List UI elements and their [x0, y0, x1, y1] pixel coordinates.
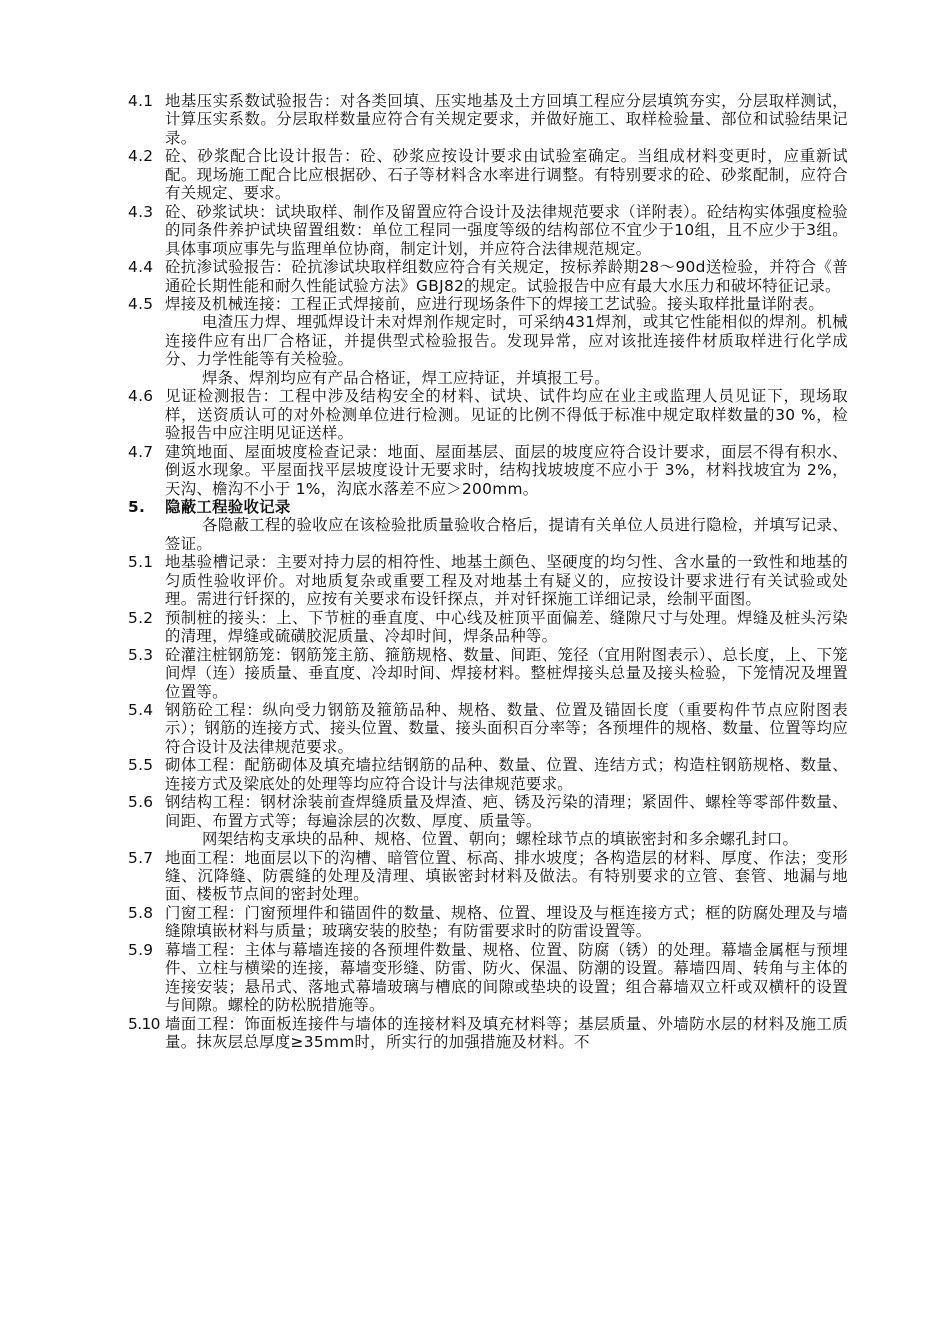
clause-item: [128, 1015, 848, 1052]
clause-item: [128, 904, 848, 941]
document-page: [128, 92, 848, 1052]
clause-subparagraph: 焊条、焊剂均应有产品合格证，焊工应持证，并填报工号。: [201, 368, 610, 387]
clause-body: [165, 849, 848, 904]
section-5-heading: [128, 498, 848, 516]
clause-text: 墙面工程：饰面板连接件与墙体的连接材料及填充材料等；基层质量、外墙防水层的材料及施工质量。抹灰层总厚度≥35mm时，所实行的加强措施及材料。不: [165, 1014, 848, 1052]
clause-body: [165, 941, 848, 1015]
clause-item: [128, 756, 848, 793]
section-5-number: 5.: [128, 497, 146, 516]
clause-body: [165, 1015, 848, 1052]
clause-number: 4.1: [128, 92, 154, 110]
clause-number: 5.1: [128, 553, 154, 572]
clause-number: 4.4: [128, 258, 154, 277]
clause-body: [165, 387, 848, 442]
section-5-intro: 各隐蔽工程的验收应在该检验批质量验收合格后，提请有关单位人员进行隐检，并填写记录、签证。: [165, 516, 848, 553]
clause-number: 4.2: [128, 147, 154, 166]
clause-number: 5.10: [128, 1014, 160, 1033]
clause-text: 焊接及机械连接：工程正式焊接前，应进行现场条件下的焊接工艺试验。接头取样批量详附表。: [165, 294, 825, 313]
clause-text: 预制桩的接头：上、下节桩的垂直度、中心线及桩顶平面偏差、缝隙尺寸与处理。焊缝及桩头污染的清理，焊缝或硫磺胶泥质量、冷却时间，焊条品种等。: [165, 608, 848, 646]
clause-text: 地基压实系数试验报告：对各类回填、压实地基及土方回填工程应分层填筑夯实，分层取样测试，计算压实系数。分层取样数量应符合有关规定要求，并做好施工、取样检验量、部位和试验结果记录。: [165, 92, 848, 147]
clause-item: [128, 258, 848, 295]
clause-text: 见证检测报告：工程中涉及结构安全的材料、试块、试件均应在业主或监理人员见证下，现场取样，送资质认可的对外检测单位进行检测。见证的比例不得低于标准中规定取样数量的30 %，检验报告中应注明见证送样。: [165, 387, 848, 443]
clause-number: 5.8: [128, 903, 154, 922]
clause-body: [165, 92, 848, 147]
clause-text: 钢筋砼工程：纵向受力钢筋及箍筋品种、规格、数量、位置及锚固长度（重要构件节点应附图表示）；钢筋的连接方式、接头位置、数量、接头面积百分率等；各预埋件的规格、数量、位置等均应符合设计及法律规范要求。: [165, 700, 848, 756]
clause-body: [165, 646, 848, 701]
clause-item: [128, 92, 848, 147]
section-5-list: [128, 553, 848, 1051]
clause-subparagraph: 网架结构支承块的品种、规格、位置、朝向；螺栓球节点的填嵌密封和多余螺孔封口。: [201, 830, 799, 849]
clause-text: 建筑地面、屋面坡度检查记录：地面、屋面基层、面层的坡度应符合设计要求，面层不得有积水、倒返水现象。平屋面找平层坡度设计无要求时，结构找坡坡度不应小于 3%，材料找坡宜为 2%，天沟、檐沟不小于 1%，沟底水落差不应＞200mm。: [165, 442, 848, 498]
clause-text: 地面工程：地面层以下的沟槽、暗管位置、标高、排水坡度；各构造层的材料、厚度、作法；变形缝、沉降缝、防震缝的处理及清理、填嵌密封材料及做法。有特别要求的立管、套管、地漏与地面、楼板节点间的密封处理。: [165, 848, 848, 904]
clause-number: 5.7: [128, 848, 154, 867]
clause-body: [165, 793, 848, 848]
clause-text: 砼灌注桩钢筋笼：钢筋笼主筋、箍筋规格、数量、间距、笼径（宜用附图表示）、总长度，上、下笼间焊（连）接质量、垂直度、冷却时间、焊接材料。整桩焊接头总量及接头检验，下笼情况及埋置位置等。: [165, 645, 848, 701]
clause-text: 钢结构工程：钢材涂装前查焊缝质量及焊渣、疤、锈及污染的清理；紧固件、螺栓等零部件数量、间距、布置方式等；每遍涂层的次数、厚度、质量等。: [165, 793, 848, 830]
clause-number: 5.4: [128, 700, 154, 719]
clause-text: 砼、砂浆配合比设计报告：砼、砂浆应按设计要求由试验室确定。当组成材料变更时，应重新试配。现场施工配合比应根据砂、石子等材料含水率进行调整。有特别要求的砼、砂浆配制，应符合有关规定、要求。: [165, 147, 848, 203]
clause-body: [165, 756, 848, 793]
clause-item: [128, 793, 848, 848]
clause-item: [128, 387, 848, 442]
clause-text: 砌体工程：配筋砌体及填充墙拉结钢筋的品种、数量、位置、连结方式；构造柱钢筋规格、数量、连接方式及梁底处的处理等均应符合设计与法律规范要求。: [165, 756, 848, 793]
clause-number: 4.7: [128, 442, 154, 461]
clause-item: [128, 609, 848, 646]
clause-item: [128, 203, 848, 258]
clause-item: [128, 646, 848, 701]
clause-text: 砼、砂浆试块：试块取样、制作及留置应符合设计及法律规范要求（详附表）。砼结构实体强度检验的同条件养护试块留置组数：单位工程同一强度等级的结构部位不宜少于10组，且不应少于3组。具体事项应事先与监理单位协商，制定计划，并应符合法律规范规定。: [165, 202, 848, 258]
clause-number: 5.5: [128, 756, 154, 775]
clause-body: [165, 904, 848, 941]
clause-number: 5.6: [128, 793, 154, 812]
clause-body: [165, 609, 848, 646]
section-5-title: 隐蔽工程验收记录: [165, 497, 291, 516]
clause-body: [165, 295, 848, 387]
clause-number: 4.6: [128, 387, 154, 406]
clause-item: [128, 701, 848, 756]
clause-text: 门窗工程：门窗预埋件和锚固件的数量、规格、位置、埋设及与框连接方式；框的防腐处理及与墙缝隙填嵌材料与质量；玻璃安装的胶垫；有防雷要求时的防雷设置等。: [165, 903, 848, 941]
section-4-list: [128, 92, 848, 498]
clause-number: 5.9: [128, 940, 154, 959]
clause-item: [128, 849, 848, 904]
clause-number: 5.2: [128, 608, 154, 627]
clause-text: 幕墙工程：主体与幕墙连接的各预埋件数量、规格、位置、防腐（锈）的处理。幕墙金属框与预埋件、立柱与横梁的连接，幕墙变形缝、防雷、防火、保温、防潮的设置。幕墙四周、转角与主体的连接安装；悬吊式、落地式幕墙玻璃与槽底的间隙或垫块的设置；组合幕墙双立杆或双横杆的设置与间隙。螺栓的防松脱措施等。: [165, 940, 848, 1015]
clause-item: [128, 443, 848, 498]
clause-body: [165, 553, 848, 608]
clause-body: [165, 147, 848, 202]
clause-number: 5.3: [128, 645, 154, 664]
clause-item: [128, 553, 848, 608]
clause-body: [165, 203, 848, 258]
clause-number: 4.3: [128, 202, 154, 221]
clause-item: [128, 941, 848, 1015]
clause-number: 4.5: [128, 294, 154, 313]
clause-subparagraph: 电渣压力焊、埋弧焊设计未对焊剂作规定时，可采纳431焊剂，或其它性能相似的焊剂。机械连接件应有出厂合格证，并提供型式检验报告。发现异常，应对该批连接件材质取样进行化学成分、力学性能等有关检验。: [165, 313, 848, 369]
clause-item: [128, 295, 848, 387]
clause-item: [128, 147, 848, 202]
clause-body: [165, 443, 848, 498]
clause-body: [165, 701, 848, 756]
clause-text: 地基验槽记录：主要对持力层的相符性、地基土颜色、坚硬度的均匀性、含水量的一致性和地基的匀质性验收评价。对地质复杂或重要工程及对地基土有疑义的，应按设计要求进行有关试验或处理。需进行钎探的，应按有关要求布设钎探点，并对钎探施工详细记录，绘制平面图。: [165, 553, 848, 609]
clause-body: [165, 258, 848, 295]
clause-text: 砼抗渗试验报告：砼抗渗试块取样组数应符合有关规定，按标养龄期28～90d送检验，并符合《普通砼长期性能和耐久性能试验方法》GBJ82的规定。试验报告中应有最大水压力和破坏特征记录。: [165, 258, 848, 295]
